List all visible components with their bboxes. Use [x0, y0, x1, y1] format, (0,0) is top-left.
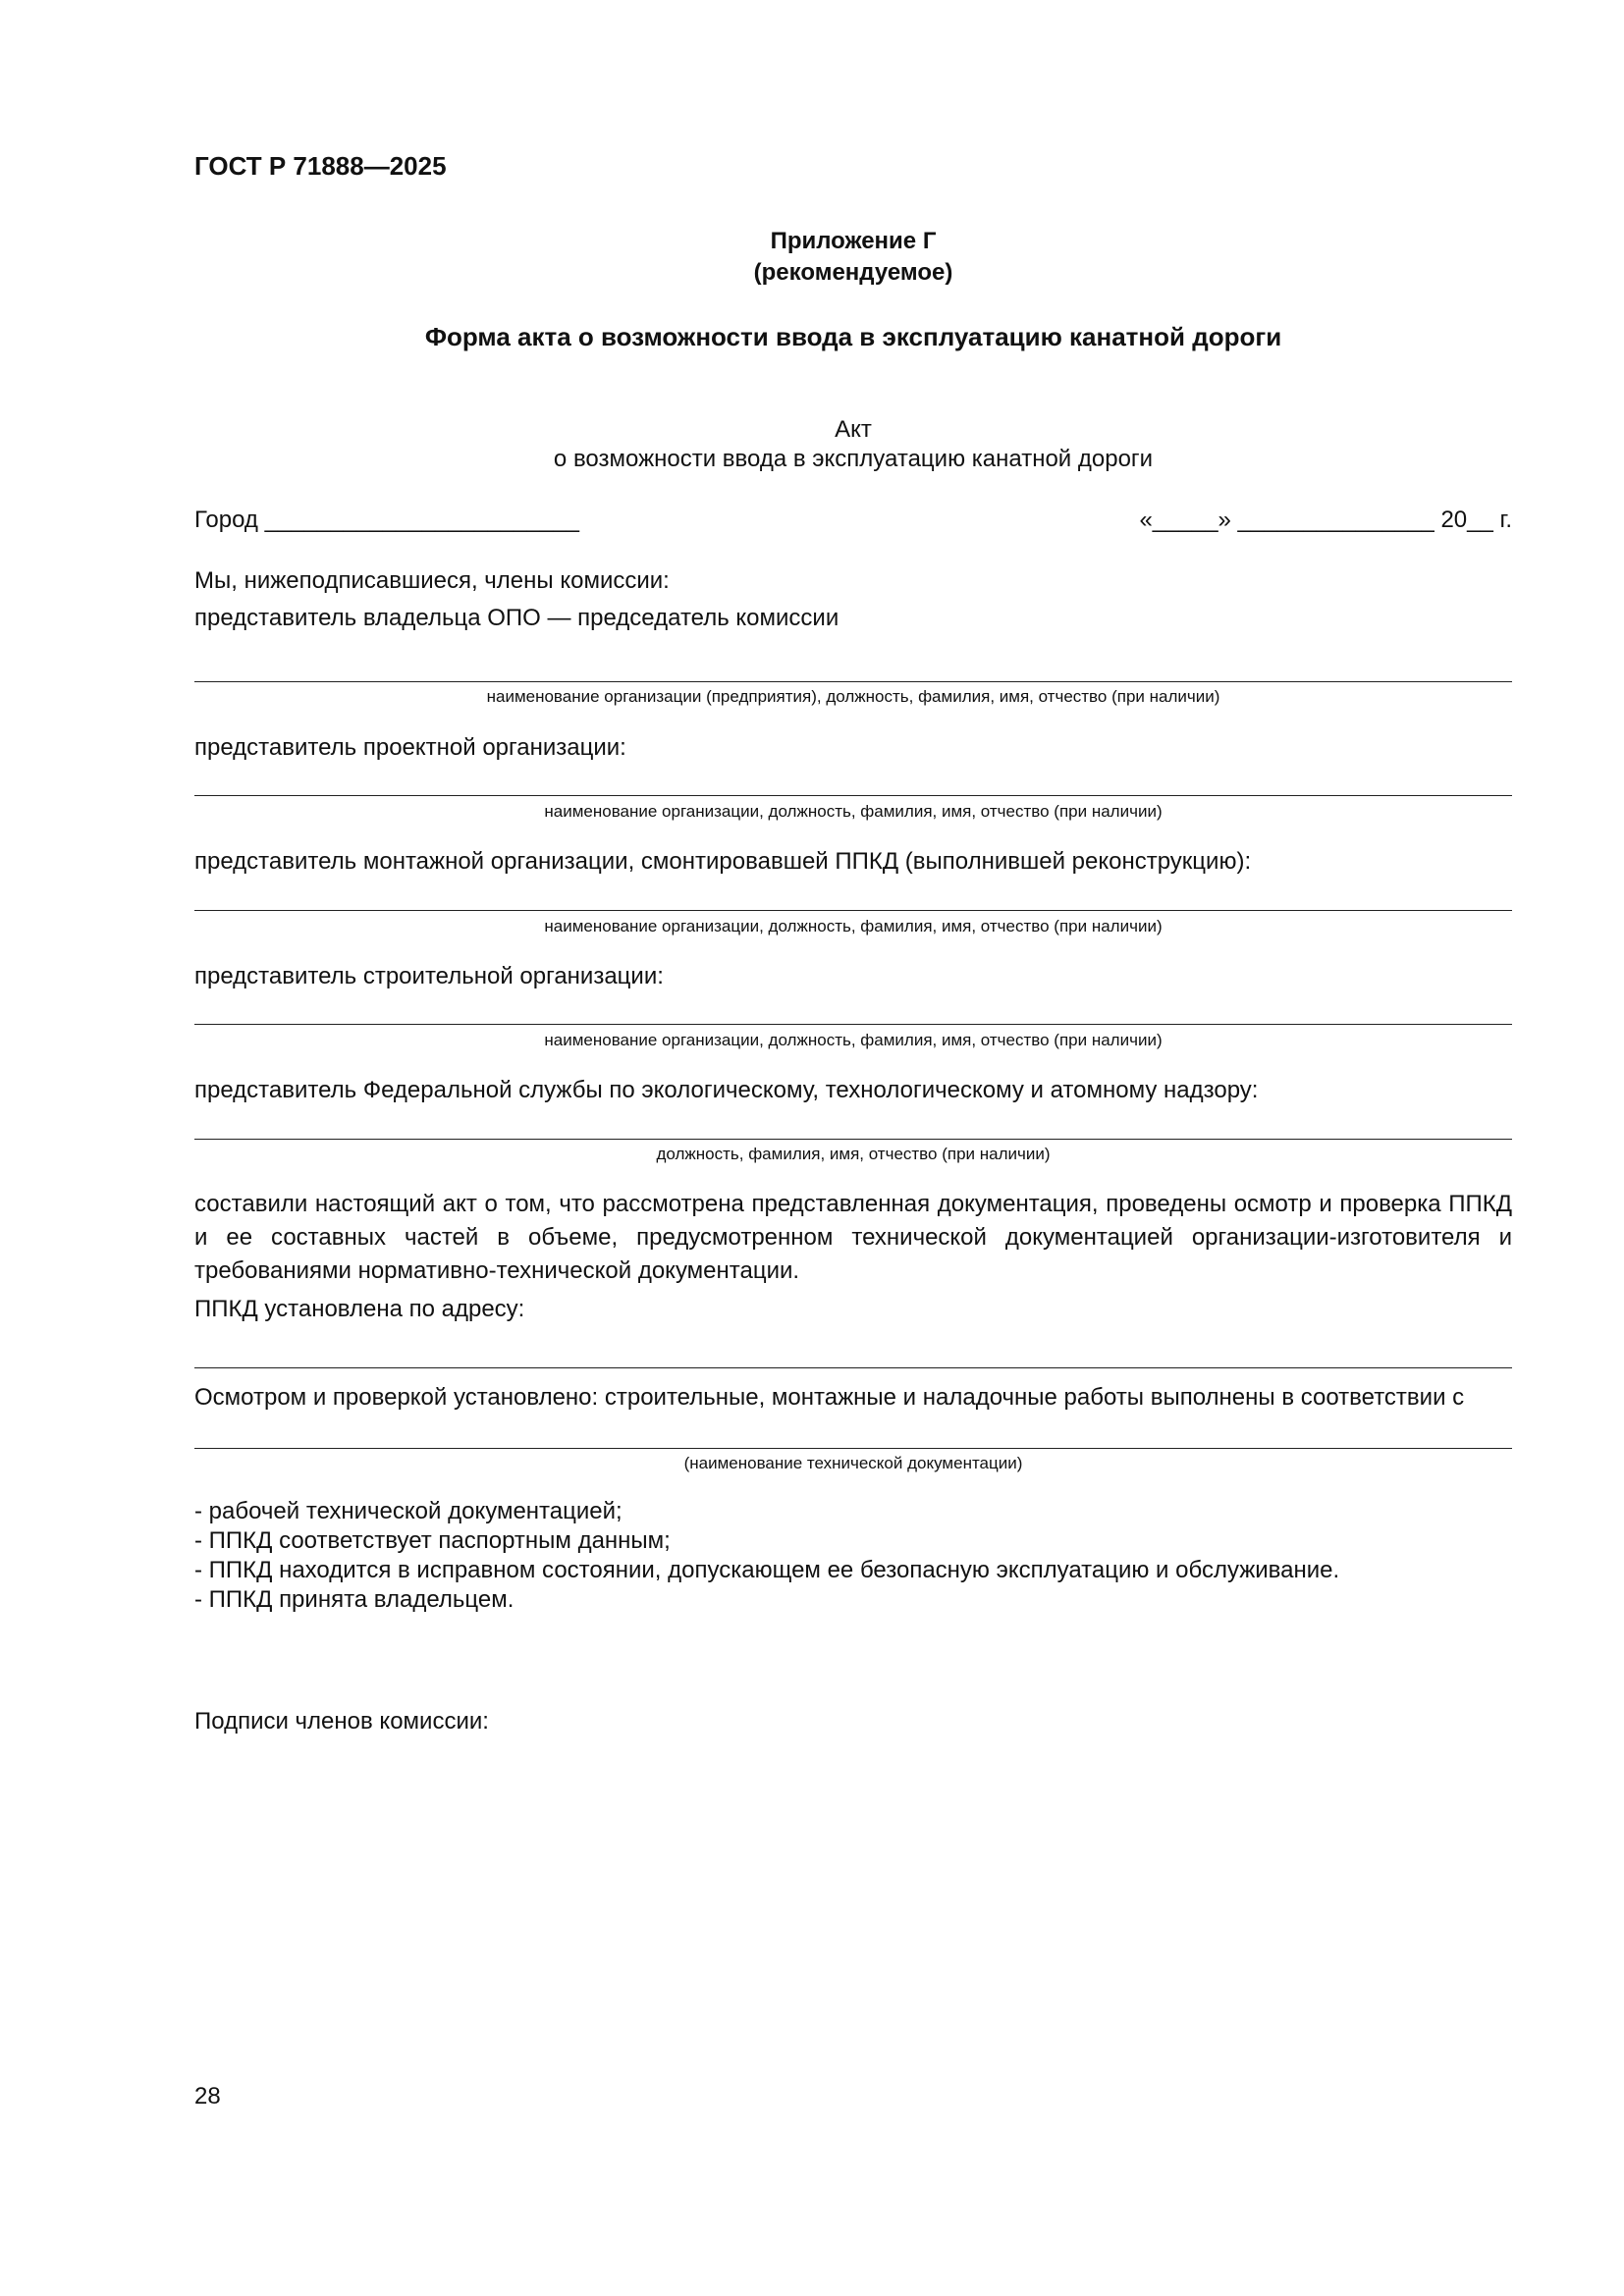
inspection-text: Осмотром и проверкой установлено: строительные, монтажные и наладочные работы выполнены в соответствии с	[194, 1384, 1465, 1411]
appendix-title: Форма акта о возможности ввода в эксплуатацию канатной дороги	[424, 322, 1282, 351]
member-caption-installation: наименование организации, должность, фамилия, имя, отчество (при наличии)	[544, 917, 1163, 935]
member-label-construction: представитель строительной организации:	[194, 963, 664, 989]
member-line-owner	[194, 681, 1512, 682]
member-line-construction	[194, 1024, 1512, 1025]
address-label: ППКД установлена по адресу:	[194, 1296, 525, 1322]
address-line	[194, 1367, 1512, 1368]
finding-item: - ППКД соответствует паспортным данным;	[194, 1527, 671, 1554]
member-caption-construction: наименование организации, должность, фамилия, имя, отчество (при наличии)	[544, 1031, 1163, 1049]
commission-intro: Мы, нижеподписавшиеся, члены комиссии:	[194, 567, 670, 594]
findings-list	[194, 1497, 1339, 1615]
member-caption-design: наименование организации, должность, фамилия, имя, отчество (при наличии)	[544, 802, 1163, 821]
member-label-rostekhnadzor: представитель Федеральной службы по экологическому, технологическому и атомному надзору:	[194, 1077, 1259, 1103]
member-line-design	[194, 795, 1512, 796]
member-line-installation	[194, 910, 1512, 911]
act-subtitle: о возможности ввода в эксплуатацию канатной дороги	[553, 446, 1154, 472]
document-code: ГОСТ Р 71888—2025	[194, 151, 447, 181]
date-field: «_____» _______________ 20__ г.	[1139, 507, 1512, 533]
inspection-caption: (наименование технической документации)	[683, 1454, 1023, 1472]
member-label-installation: представитель монтажной организации, смонтировавшей ППКД (выполнившей реконструкцию):	[194, 848, 1252, 875]
finding-item: - ППКД принята владельцем.	[194, 1586, 514, 1613]
member-label-design: представитель проектной организации:	[194, 734, 626, 761]
finding-item: - рабочей технической документацией;	[194, 1498, 623, 1524]
member-label-owner: представитель владельца ОПО — председатель комиссии	[194, 605, 839, 631]
act-title: Акт	[835, 416, 872, 443]
member-line-rostekhnadzor	[194, 1139, 1512, 1140]
appendix-status: (рекомендуемое)	[753, 259, 953, 286]
member-caption-rostekhnadzor: должность, фамилия, имя, отчество (при наличии)	[656, 1145, 1051, 1163]
statement-paragraph: составили настоящий акт о том, что рассмотрена представленная документация, проведены осмотр и проверка ППКД и ее составных частей в объеме, предусмотренном технической документацией организации-изготовителя и требованиями нормативно-технической документации.	[194, 1191, 1512, 1284]
appendix-label: Приложение Г	[770, 228, 937, 254]
signatures-label: Подписи членов комиссии:	[194, 1708, 489, 1735]
finding-item: - ППКД находится в исправном состоянии, допускающем ее безопасную эксплуатацию и обслуживание.	[194, 1557, 1340, 1583]
page-number: 28	[194, 2083, 221, 2109]
inspection-line	[194, 1448, 1512, 1449]
city-field: Город ________________________	[194, 507, 579, 533]
member-caption-owner: наименование организации (предприятия), должность, фамилия, имя, отчество (при наличии)	[486, 687, 1220, 706]
